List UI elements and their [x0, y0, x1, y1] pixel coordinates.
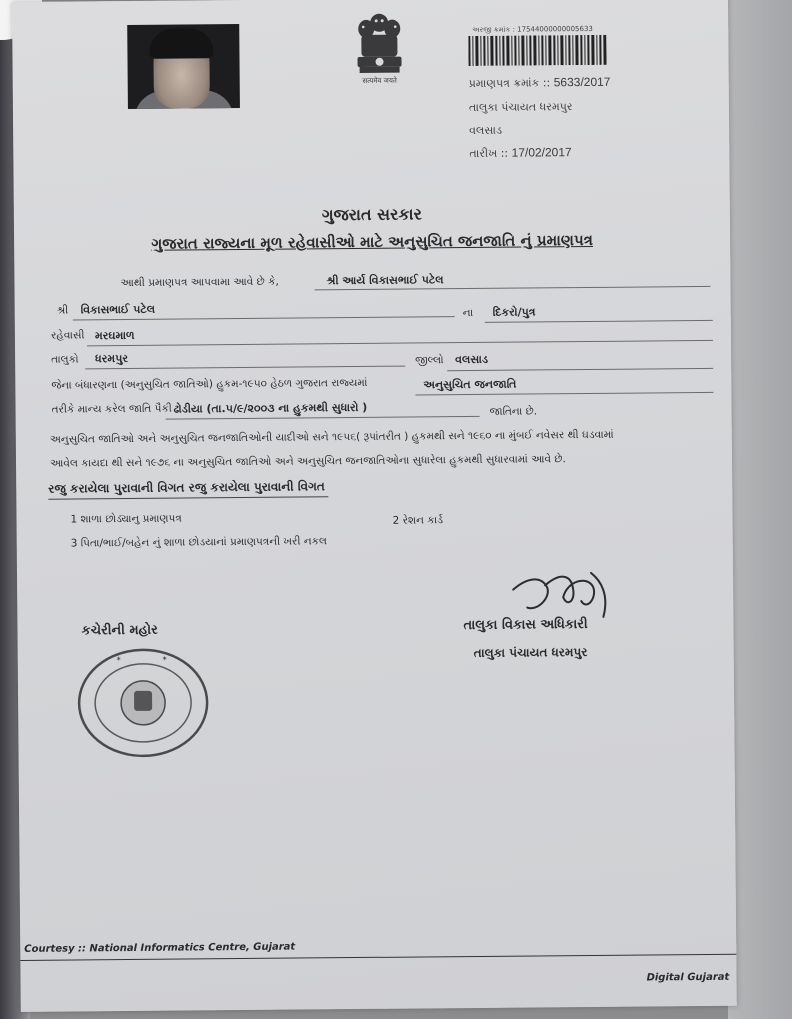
svg-text:✶: ✶ [115, 655, 122, 664]
office-stamp-icon [76, 646, 211, 759]
paragraph-line-2: આવેલ કાયદા થી સને ૧૯૭૬ ના અનુસુચિત જાતિઓ અને અનુસુચિત જનજાતિઓના સુધારેલા હુકમથી સુધારવામાં આવે છે. [49, 453, 566, 470]
relation-prefix: ના [462, 306, 474, 320]
evidence-item-1: 1 શાળા છોડ્યાનુ પ્રમાણપત્ર [70, 512, 182, 526]
resident-value: મરઘમાળ [94, 328, 135, 343]
taluka-label: તાલુકો [51, 353, 79, 366]
constitution-text: જેના બંધારણના (અનુસુચિત જાતિઓ) હુકમ-૧૯૫૦ હેઠળ ગુજરાત રાજ્યમાં [51, 376, 368, 392]
office-line-1: તાલુકા પંચાયત ધરમપુર [468, 100, 573, 115]
office-line-2: વલસાડ [469, 123, 503, 138]
government-title: ગુજરાત સરકાર [321, 204, 422, 225]
taluka-value: ધરમપુર [95, 352, 129, 366]
evidence-item-2: 2 રેશન કાર્ડ [392, 514, 444, 527]
applicant-photo [127, 24, 240, 109]
signatory-office: તાલુકા પંચાયત ધરમપુર [473, 645, 588, 660]
paragraph-line-1: અનુસુચિત જાતિઓ અને અનુસુચિત જનજાતિઓની યાદીઓ સને ૧૯૫૬( રૂપાંતરીત ) હુકમથી સને ૧૯૬૦ ના મુંબઈ નવેસર થી ઘડવામાં [49, 428, 614, 446]
father-prefix: શ્રી [56, 304, 69, 317]
certificate-title: ગુજરાત રાજ્યના મૂળ રહેવાસીઓ માટે અનુસુચિત જનજાતિ નું પ્રમાણપત્ર [151, 230, 593, 253]
evidence-item-3: 3 પિતા/ભાઈ/બહેન નું શાળા છોડયાનાં પ્રમાણપત્રની ખરી નકલ [70, 535, 328, 550]
courtesy-text: Courtesy :: National Informatics Centre, Gujarat [24, 941, 296, 955]
district-value: વલસાડ [455, 352, 489, 367]
office-seal-label: કચેરીની મહોર [81, 622, 158, 639]
intro-text: આથી પ્રમાણપત્ર આપવામા આવે છે કે, [120, 275, 279, 290]
digital-gujarat-brand: Digital Gujarat [646, 971, 730, 984]
district-label: જીલ્લો [415, 354, 444, 367]
certificate-number: પ્રમાણપત્ર ક્રમાંક :: 5633/2017 [468, 74, 611, 91]
issue-date: તારીખ :: 17/02/2017 [469, 145, 572, 161]
applicant-name: શ્રી આર્ય વિકાસભાઈ પટેલ [326, 273, 444, 288]
caste-suffix: જાતિના છે. [489, 405, 538, 418]
emblem-caption: सत्यमेव जयते [362, 76, 397, 85]
resident-label: રહેવાસી [50, 329, 85, 342]
recognized-text: તરીકે માન્ય કરેલ જાતિ પૈકી [51, 402, 172, 416]
relation-value: દિકરો/પુત્ર [492, 305, 536, 319]
svg-text:✶: ✶ [161, 654, 168, 663]
barcode-number: અરજી ક્રમાંક : 17544000000005633 [472, 24, 593, 34]
evidence-heading: રજુ કરાયેલા પુરાવાની વિગત રજુ કરાયેલા પુરાવાની વિગત [48, 479, 325, 496]
category-value: અનુસુચિત જનજાતિ [423, 377, 517, 392]
father-name: વિકાસભાઈ પટેલ [80, 302, 156, 317]
signatory-designation: તાલુકા વિકાસ અધિકારી [463, 617, 588, 634]
caste-value: ઢોડીયા (તા.૫/૯/૨૦૦૩ ના હુકમથી સુધારો ) [173, 400, 368, 416]
barcode-icon [468, 35, 606, 66]
certificate-paper [12, 0, 737, 1012]
